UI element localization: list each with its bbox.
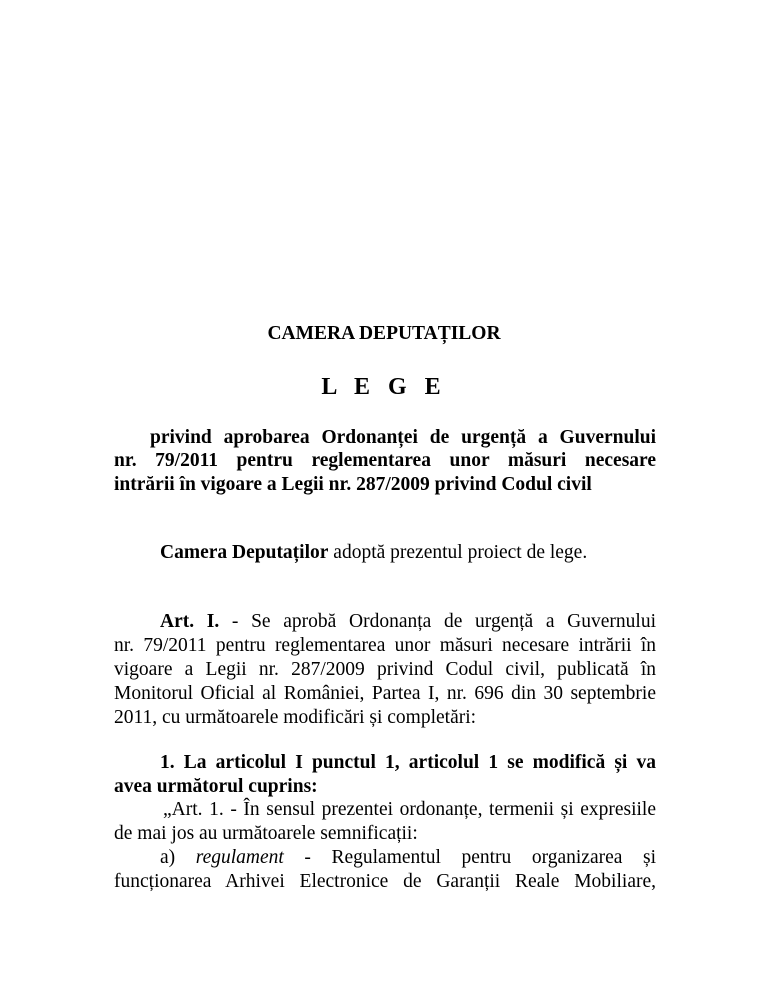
definition-term: regulament bbox=[195, 847, 284, 868]
article-1-line-3: vigoare a Legii nr. 287/2009 privind Codul civil, publicată în bbox=[114, 659, 656, 680]
definition-text: - Regulamentul pentru organizarea și bbox=[283, 847, 656, 868]
adoption-chamber-name: Camera Deputaților bbox=[160, 542, 329, 563]
law-title-line-2: nr. 79/2011 pentru reglementarea unor măsuri necesare bbox=[114, 450, 656, 471]
article-1-line-4: Monitorul Oficial al României, Partea I, nr. 696 din 30 septembrie bbox=[114, 683, 656, 704]
law-title-line-1: privind aprobarea Ordonanței de urgență a Guvernului bbox=[150, 427, 656, 448]
art1-text-line-4: funcționarea Arhivei Electronice de Garanții Reale Mobiliare, bbox=[114, 871, 656, 892]
article-1-line-1 bbox=[160, 610, 656, 633]
chamber-heading: CAMERA DEPUTAȚILOR bbox=[267, 323, 501, 344]
law-title-line-3: intrării în vigoare a Legii nr. 287/2009 privind Codul civil bbox=[114, 474, 592, 495]
article-1-line-1-text: - Se aprobă Ordonanța de urgență a Guvernului bbox=[219, 611, 656, 632]
art1-text-line-1: „Art. 1. - În sensul prezentei ordonanțe, termenii și expresiile bbox=[163, 799, 656, 820]
adoption-text: adoptă prezentul proiect de lege. bbox=[328, 542, 588, 563]
article-1-line-5: 2011, cu următoarele modificări și completări: bbox=[114, 707, 477, 728]
article-1-line-2: nr. 79/2011 pentru reglementarea unor măsuri necesare intrării în bbox=[114, 635, 656, 656]
adoption-statement bbox=[160, 541, 660, 564]
law-heading: L E G E bbox=[321, 374, 447, 400]
article-1-label: Art. I. bbox=[160, 611, 220, 632]
art1-text-line-3 bbox=[160, 846, 656, 869]
definition-prefix: a) bbox=[160, 847, 196, 868]
art1-text-line-2: de mai jos au următoarele semnificații: bbox=[114, 823, 418, 844]
point-1-line-2: avea următorul cuprins: bbox=[114, 776, 318, 797]
point-1-line-1: 1. La articolul I punctul 1, articolul 1 se modifică și va bbox=[160, 752, 656, 773]
